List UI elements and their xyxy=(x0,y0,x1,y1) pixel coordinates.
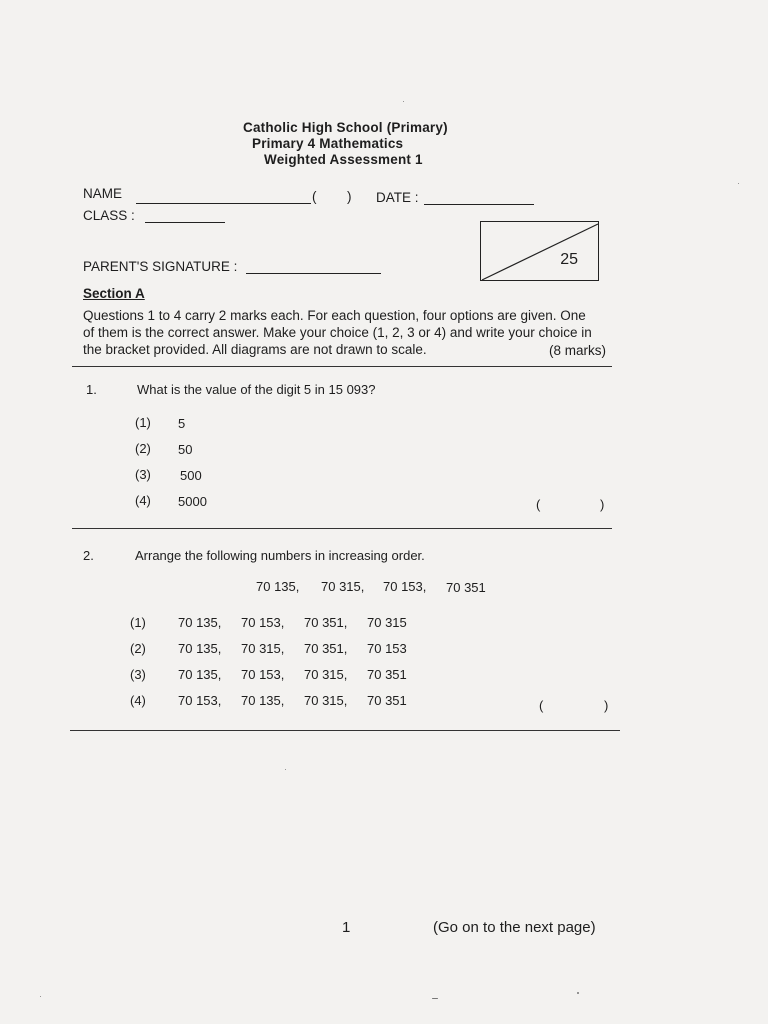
option-value: 70 135, xyxy=(178,641,222,656)
parent-signature-field[interactable] xyxy=(246,273,381,274)
next-page-note: (Go on to the next page) xyxy=(433,919,596,936)
option-value: 70 135, xyxy=(178,615,222,630)
option-value: 70 153, xyxy=(241,667,285,682)
option-value: 70 315 xyxy=(367,615,407,630)
instruction-line: the bracket provided. All diagrams are not drawn to scale. xyxy=(83,342,427,357)
option-label: (2) xyxy=(135,441,151,456)
answer-bracket-close[interactable]: ) xyxy=(600,497,605,512)
option-value: 70 351, xyxy=(304,641,348,656)
date-field[interactable] xyxy=(424,204,534,205)
scan-speck xyxy=(403,101,404,102)
divider xyxy=(72,528,612,529)
instruction-line: Questions 1 to 4 carry 2 marks each. For each question, four options are given. One xyxy=(83,308,586,323)
option-value: 70 315, xyxy=(304,667,348,682)
option-label: (3) xyxy=(135,467,151,482)
option-value: 70 135, xyxy=(178,667,222,682)
option-value: 70 351 xyxy=(367,693,407,708)
option-label: (3) xyxy=(130,667,146,682)
divider xyxy=(72,366,612,367)
answer-bracket-open[interactable]: ( xyxy=(536,497,541,512)
assessment-title: Weighted Assessment 1 xyxy=(264,152,423,167)
class-label: CLASS : xyxy=(83,208,135,223)
option-value: 70 153, xyxy=(178,693,222,708)
scan-speck xyxy=(577,992,579,994)
option-label: (2) xyxy=(130,641,146,656)
option-value: 70 351 xyxy=(367,667,407,682)
name-label: NAME xyxy=(83,186,123,201)
divider xyxy=(70,730,620,731)
date-label: DATE : xyxy=(376,190,419,205)
option-value: 70 153, xyxy=(241,615,285,630)
option-value: 5000 xyxy=(178,494,207,509)
question-text: What is the value of the digit 5 in 15 093? xyxy=(137,382,376,397)
option-value: 70 351, xyxy=(304,615,348,630)
question-text: Arrange the following numbers in increasing order. xyxy=(135,548,425,563)
given-number: 70 153, xyxy=(383,579,427,594)
given-number: 70 315, xyxy=(321,579,365,594)
option-label: (1) xyxy=(135,415,151,430)
section-title: Section A xyxy=(83,286,145,301)
score-box-diagonal xyxy=(481,222,600,282)
score-box xyxy=(480,221,599,281)
option-value: 50 xyxy=(178,442,193,457)
option-value: 70 135, xyxy=(241,693,285,708)
name-field[interactable] xyxy=(136,203,311,204)
option-value: 70 315, xyxy=(304,693,348,708)
subject-title: Primary 4 Mathematics xyxy=(252,136,404,151)
given-number: 70 351 xyxy=(446,580,486,595)
question-number: 1. xyxy=(86,382,97,397)
total-marks: 25 xyxy=(560,251,578,268)
scan-speck xyxy=(285,769,286,770)
answer-bracket-open[interactable]: ( xyxy=(539,698,544,713)
scan-speck xyxy=(432,998,438,999)
register-number-bracket-close: ) xyxy=(347,189,352,204)
class-field[interactable] xyxy=(145,222,225,223)
option-value: 5 xyxy=(178,416,186,431)
instruction-line: of them is the correct answer. Make your choice (1, 2, 3 or 4) and write your choice in xyxy=(83,325,592,340)
option-value: 500 xyxy=(180,468,202,483)
option-label: (4) xyxy=(130,693,146,708)
given-number: 70 135, xyxy=(256,579,300,594)
answer-bracket-close[interactable]: ) xyxy=(604,698,609,713)
school-name: Catholic High School (Primary) xyxy=(243,120,448,135)
option-label: (1) xyxy=(130,615,146,630)
section-instructions xyxy=(83,307,613,358)
page-number: 1 xyxy=(342,919,351,936)
option-value: 70 153 xyxy=(367,641,407,656)
question-number: 2. xyxy=(83,548,94,563)
parent-signature-label: PARENT'S SIGNATURE : xyxy=(83,259,238,274)
option-label: (4) xyxy=(135,493,151,508)
section-marks: (8 marks) xyxy=(549,343,606,358)
scan-speck xyxy=(40,996,41,997)
register-number-bracket-open: ( xyxy=(312,189,317,204)
option-value: 70 315, xyxy=(241,641,285,656)
scan-speck xyxy=(738,183,739,184)
